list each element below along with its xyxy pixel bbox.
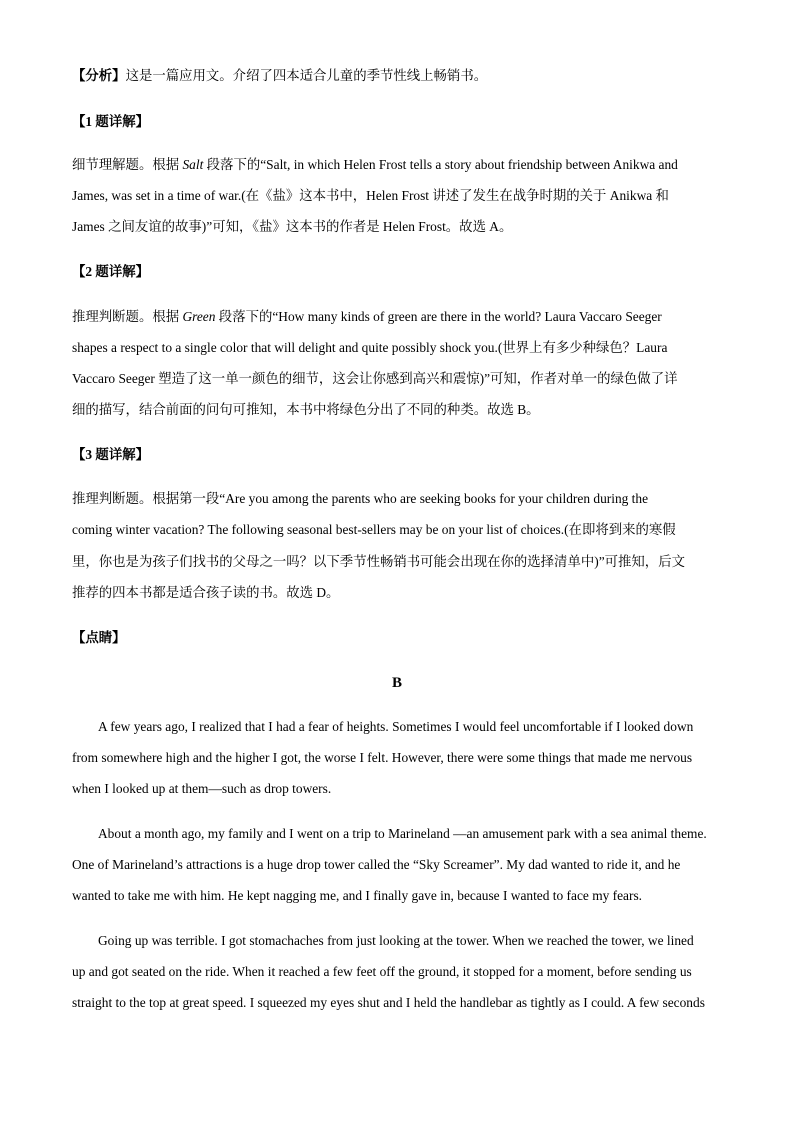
q2-line-2: shapes a respect to a single color that will delight and quite possibly shock you.(世界上有多少种绿色？Laura bbox=[72, 340, 668, 355]
p2-line-2: One of Marineland’s attractions is a huge drop tower called the “Sky Screamer”. My dad wanted to ride it, and he bbox=[72, 857, 681, 872]
p3-line-3: straight to the top at great speed. I squeezed my eyes shut and I held the handlebar as tightly as I could. A few seconds bbox=[72, 995, 705, 1010]
p2-line-1: About a month ago, my family and I went on a trip to Marineland —an amusement park with a sea animal theme. bbox=[98, 826, 707, 841]
q1-line-1-post: 段落下的“Salt, in which Helen Frost tells a story about friendship between Anikwa and bbox=[203, 157, 678, 172]
q2-heading: 【2 题详解】 bbox=[72, 264, 149, 279]
q2-line-1-post: 段落下的“How many kinds of green are there in the world? Laura Vaccaro Seeger bbox=[215, 309, 662, 324]
p3-line-1: Going up was terrible. I got stomachaches from just looking at the tower. When we reached the tower, we lined bbox=[98, 933, 694, 948]
q3-heading: 【3 题详解】 bbox=[72, 447, 149, 462]
analysis-line bbox=[72, 67, 487, 85]
q2-line-3: Vaccaro Seeger 塑造了这一单一颜色的细节，这会让你感到高兴和震惊)”可知，作者对单一的绿色做了详 bbox=[72, 371, 678, 386]
q1-line-1-pre: 细节理解题。根据 bbox=[72, 157, 183, 172]
q2-line-1 bbox=[72, 308, 662, 326]
q3-line-3: 里，你也是为孩子们找书的父母之一吗？以下季节性畅销书可能会出现在你的选择清单中)”可推知，后文 bbox=[72, 554, 685, 569]
q1-heading: 【1 题详解】 bbox=[72, 114, 149, 129]
q3-line-4: 推荐的四本书都是适合孩子读的书。故选 D。 bbox=[72, 585, 340, 600]
p1-line-2: from somewhere high and the higher I got, the worse I felt. However, there were some things that made me nervous bbox=[72, 750, 693, 765]
comment-heading: 【点睛】 bbox=[72, 630, 126, 645]
q1-line-3: James 之间友谊的故事)”可知，《盐》这本书的作者是 Helen Frost。故选 A。 bbox=[72, 219, 513, 234]
q2-book-title: Green bbox=[182, 309, 216, 324]
p3-line-2: up and got seated on the ride. When it reached a few feet off the ground, it stopped for a moment, before sending us bbox=[72, 964, 692, 979]
p1-line-1: A few years ago, I realized that I had a fear of heights. Sometimes I would feel uncomfortable if I looked down bbox=[98, 719, 694, 734]
analysis-text: 这是一篇应用文。介绍了四本适合儿童的季节性线上畅销书。 bbox=[125, 68, 488, 83]
q1-book-title: Salt bbox=[182, 157, 204, 172]
q2-line-1-pre: 推理判断题。根据 bbox=[72, 309, 183, 324]
q3-line-2: coming winter vacation? The following seasonal best-sellers may be on your list of choices.(在即将到来的寒假 bbox=[72, 522, 676, 537]
q2-line-4: 细的描写，结合前面的问句可推知，本书中将绿色分出了不同的种类。故选 B。 bbox=[72, 402, 540, 417]
q1-line-2: James, was set in a time of war.(在《盐》这本书中，Helen Frost 讲述了发生在战争时期的关于 Anikwa 和 bbox=[72, 188, 669, 203]
p2-line-3: wanted to take me with him. He kept nagging me, and I finally gave in, because I wanted to face my fears. bbox=[72, 888, 643, 903]
section-title: B bbox=[391, 675, 402, 691]
q1-line-1 bbox=[72, 156, 678, 174]
q3-line-1: 推理判断题。根据第一段“Are you among the parents who are seeking books for your children during the bbox=[72, 491, 649, 506]
p1-line-3: when I looked up at them—such as drop towers. bbox=[72, 781, 332, 796]
analysis-label: 【分析】 bbox=[72, 68, 126, 83]
